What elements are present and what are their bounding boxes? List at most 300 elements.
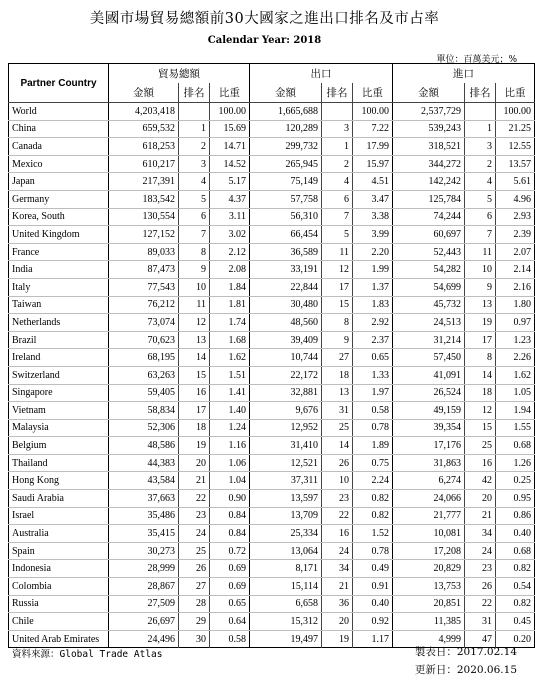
country-cell: Taiwan — [9, 296, 109, 314]
total-share-cell: 15.69 — [210, 120, 250, 138]
export-amount-cell: 30,480 — [250, 296, 322, 314]
import-rank-cell: 20 — [465, 490, 496, 508]
import-rank-cell: 18 — [465, 384, 496, 402]
header-total-amount: 金額 — [109, 83, 179, 103]
import-rank-cell: 23 — [465, 560, 496, 578]
total-rank-cell: 11 — [179, 296, 210, 314]
export-amount-cell: 32,881 — [250, 384, 322, 402]
table-row — [9, 595, 535, 613]
export-share-cell: 2.92 — [353, 314, 393, 332]
export-amount-cell: 37,311 — [250, 472, 322, 490]
total-amount-cell: 127,152 — [109, 226, 179, 244]
export-rank-cell: 9 — [322, 331, 353, 349]
header-export-share: 比重 — [353, 83, 393, 103]
import-amount-cell: 39,354 — [393, 419, 465, 437]
import-rank-cell: 2 — [465, 155, 496, 173]
total-amount-cell: 618,253 — [109, 138, 179, 156]
export-rank-cell: 7 — [322, 208, 353, 226]
country-cell: Saudi Arabia — [9, 490, 109, 508]
export-rank-cell: 21 — [322, 578, 353, 596]
export-rank-cell: 25 — [322, 419, 353, 437]
export-share-cell: 1.99 — [353, 261, 393, 279]
import-amount-cell: 20,829 — [393, 560, 465, 578]
export-amount-cell: 13,064 — [250, 542, 322, 560]
import-share-cell: 0.45 — [496, 613, 535, 631]
import-amount-cell: 11,385 — [393, 613, 465, 631]
total-amount-cell: 68,195 — [109, 349, 179, 367]
date-notes — [415, 643, 517, 679]
total-amount-cell: 59,405 — [109, 384, 179, 402]
export-rank-cell: 17 — [322, 278, 353, 296]
unit-note: 單位：百萬美元；% — [436, 55, 517, 65]
export-rank-cell: 31 — [322, 402, 353, 420]
import-rank-cell: 25 — [465, 437, 496, 455]
export-share-cell: 0.65 — [353, 349, 393, 367]
total-amount-cell: 37,663 — [109, 490, 179, 508]
total-rank-cell: 17 — [179, 402, 210, 420]
table-row — [9, 261, 535, 279]
import-rank-cell: 1 — [465, 120, 496, 138]
table-row — [9, 349, 535, 367]
subtitle: Calendar Year: 2018 — [207, 35, 322, 46]
total-share-cell: 1.06 — [210, 454, 250, 472]
table-row — [9, 120, 535, 138]
header-import: 進口 — [393, 64, 535, 84]
total-share-cell: 3.02 — [210, 226, 250, 244]
export-share-cell: 0.75 — [353, 454, 393, 472]
export-rank-cell: 11 — [322, 243, 353, 261]
country-cell: Australia — [9, 525, 109, 543]
table-row — [9, 613, 535, 631]
export-amount-cell: 299,732 — [250, 138, 322, 156]
export-share-cell: 3.38 — [353, 208, 393, 226]
export-rank-cell: 2 — [322, 155, 353, 173]
table-row — [9, 208, 535, 226]
total-share-cell: 1.68 — [210, 331, 250, 349]
table-row — [9, 419, 535, 437]
total-rank-cell: 20 — [179, 454, 210, 472]
published-date: 製表日：2017.02.14 — [414, 646, 517, 658]
import-share-cell: 0.20 — [496, 630, 535, 648]
total-rank-cell: 18 — [179, 419, 210, 437]
table-row — [9, 138, 535, 156]
total-share-cell: 14.71 — [210, 138, 250, 156]
import-amount-cell: 20,851 — [393, 595, 465, 613]
import-share-cell: 0.68 — [496, 437, 535, 455]
export-rank-cell: 4 — [322, 173, 353, 191]
header-export: 出口 — [250, 64, 393, 84]
total-rank-cell: 3 — [179, 155, 210, 173]
import-amount-cell: 49,159 — [393, 402, 465, 420]
total-rank-cell: 6 — [179, 208, 210, 226]
export-share-cell: 0.49 — [353, 560, 393, 578]
export-rank-cell: 14 — [322, 437, 353, 455]
export-rank-cell: 1 — [322, 138, 353, 156]
country-cell: Vietnam — [9, 402, 109, 420]
total-rank-cell: 5 — [179, 190, 210, 208]
total-amount-cell: 35,415 — [109, 525, 179, 543]
export-rank-cell: 3 — [322, 120, 353, 138]
export-amount-cell: 75,149 — [250, 173, 322, 191]
export-rank-cell: 23 — [322, 490, 353, 508]
export-amount-cell: 57,758 — [250, 190, 322, 208]
total-rank-cell — [179, 103, 210, 121]
export-amount-cell: 33,191 — [250, 261, 322, 279]
total-share-cell: 100.00 — [210, 103, 250, 121]
export-rank-cell: 19 — [322, 630, 353, 648]
total-rank-cell: 30 — [179, 630, 210, 648]
export-rank-cell: 22 — [322, 507, 353, 525]
import-share-cell: 2.39 — [496, 226, 535, 244]
table-row — [9, 331, 535, 349]
export-share-cell: 0.82 — [353, 490, 393, 508]
export-amount-cell: 56,310 — [250, 208, 322, 226]
total-share-cell: 0.64 — [210, 613, 250, 631]
import-share-cell: 1.05 — [496, 384, 535, 402]
table-row — [9, 243, 535, 261]
table-row — [9, 103, 535, 121]
export-amount-cell: 31,410 — [250, 437, 322, 455]
total-rank-cell: 19 — [179, 437, 210, 455]
header-export-amount: 金額 — [250, 83, 322, 103]
total-rank-cell: 9 — [179, 261, 210, 279]
export-amount-cell: 13,597 — [250, 490, 322, 508]
country-cell: Belgium — [9, 437, 109, 455]
total-share-cell: 14.52 — [210, 155, 250, 173]
import-share-cell: 1.62 — [496, 366, 535, 384]
import-share-cell: 1.26 — [496, 454, 535, 472]
import-share-cell: 0.95 — [496, 490, 535, 508]
import-amount-cell: 6,274 — [393, 472, 465, 490]
import-rank-cell: 13 — [465, 296, 496, 314]
total-rank-cell: 15 — [179, 366, 210, 384]
export-share-cell: 1.97 — [353, 384, 393, 402]
table-row — [9, 226, 535, 244]
export-amount-cell: 6,658 — [250, 595, 322, 613]
import-share-cell: 2.93 — [496, 208, 535, 226]
table-row — [9, 366, 535, 384]
trade-table — [8, 63, 535, 648]
country-cell: Ireland — [9, 349, 109, 367]
total-rank-cell: 28 — [179, 595, 210, 613]
import-amount-cell: 57,450 — [393, 349, 465, 367]
total-amount-cell: 26,697 — [109, 613, 179, 631]
export-share-cell: 2.24 — [353, 472, 393, 490]
import-share-cell: 2.26 — [496, 349, 535, 367]
country-cell: Japan — [9, 173, 109, 191]
table-row — [9, 507, 535, 525]
total-share-cell: 1.81 — [210, 296, 250, 314]
import-share-cell: 1.80 — [496, 296, 535, 314]
export-rank-cell: 6 — [322, 190, 353, 208]
total-rank-cell: 8 — [179, 243, 210, 261]
total-amount-cell: 44,383 — [109, 454, 179, 472]
export-rank-cell: 16 — [322, 525, 353, 543]
export-amount-cell: 39,409 — [250, 331, 322, 349]
export-amount-cell: 12,521 — [250, 454, 322, 472]
import-rank-cell: 34 — [465, 525, 496, 543]
import-rank-cell: 15 — [465, 419, 496, 437]
import-share-cell: 1.94 — [496, 402, 535, 420]
country-cell: Netherlands — [9, 314, 109, 332]
total-rank-cell: 2 — [179, 138, 210, 156]
import-amount-cell: 539,243 — [393, 120, 465, 138]
total-amount-cell: 130,554 — [109, 208, 179, 226]
import-rank-cell: 16 — [465, 454, 496, 472]
header-total-share: 比重 — [210, 83, 250, 103]
export-rank-cell: 34 — [322, 560, 353, 578]
header-import-share: 比重 — [496, 83, 535, 103]
total-amount-cell: 77,543 — [109, 278, 179, 296]
total-rank-cell: 12 — [179, 314, 210, 332]
import-amount-cell: 318,521 — [393, 138, 465, 156]
table-row — [9, 454, 535, 472]
import-amount-cell: 31,863 — [393, 454, 465, 472]
country-cell: Korea, South — [9, 208, 109, 226]
total-share-cell: 1.62 — [210, 349, 250, 367]
total-rank-cell: 4 — [179, 173, 210, 191]
total-amount-cell: 27,509 — [109, 595, 179, 613]
import-amount-cell: 45,732 — [393, 296, 465, 314]
total-amount-cell: 43,584 — [109, 472, 179, 490]
export-rank-cell — [322, 103, 353, 121]
table-row — [9, 472, 535, 490]
total-share-cell: 0.84 — [210, 507, 250, 525]
total-rank-cell: 1 — [179, 120, 210, 138]
table-row — [9, 560, 535, 578]
import-amount-cell: 41,091 — [393, 366, 465, 384]
total-amount-cell: 35,486 — [109, 507, 179, 525]
country-cell: India — [9, 261, 109, 279]
total-amount-cell: 4,203,418 — [109, 103, 179, 121]
table-row — [9, 578, 535, 596]
export-share-cell: 0.91 — [353, 578, 393, 596]
export-rank-cell: 10 — [322, 472, 353, 490]
export-share-cell: 0.78 — [353, 542, 393, 560]
export-rank-cell: 20 — [322, 613, 353, 631]
total-rank-cell: 10 — [179, 278, 210, 296]
total-share-cell: 1.41 — [210, 384, 250, 402]
export-amount-cell: 25,334 — [250, 525, 322, 543]
import-share-cell: 100.00 — [496, 103, 535, 121]
import-share-cell: 1.55 — [496, 419, 535, 437]
total-share-cell: 0.69 — [210, 578, 250, 596]
total-rank-cell: 16 — [179, 384, 210, 402]
country-cell: Singapore — [9, 384, 109, 402]
table-row — [9, 278, 535, 296]
import-rank-cell: 47 — [465, 630, 496, 648]
page-title: 美國市場貿易總額前30大國家之進出口排名及市占率 — [89, 11, 440, 27]
import-rank-cell: 21 — [465, 507, 496, 525]
total-amount-cell: 52,306 — [109, 419, 179, 437]
import-share-cell: 5.61 — [496, 173, 535, 191]
import-amount-cell: 125,784 — [393, 190, 465, 208]
export-share-cell: 1.89 — [353, 437, 393, 455]
import-amount-cell: 60,697 — [393, 226, 465, 244]
country-cell: United Kingdom — [9, 226, 109, 244]
country-cell: Russia — [9, 595, 109, 613]
export-amount-cell: 66,454 — [250, 226, 322, 244]
country-cell: Canada — [9, 138, 109, 156]
export-amount-cell: 8,171 — [250, 560, 322, 578]
export-amount-cell: 36,589 — [250, 243, 322, 261]
export-amount-cell: 22,172 — [250, 366, 322, 384]
updated-date: 更新日：2020.06.15 — [414, 664, 517, 676]
import-rank-cell: 8 — [465, 349, 496, 367]
import-amount-cell: 142,242 — [393, 173, 465, 191]
import-amount-cell: 24,066 — [393, 490, 465, 508]
import-amount-cell: 17,176 — [393, 437, 465, 455]
import-share-cell: 0.54 — [496, 578, 535, 596]
total-amount-cell: 28,999 — [109, 560, 179, 578]
total-share-cell: 2.08 — [210, 261, 250, 279]
table-row — [9, 402, 535, 420]
total-share-cell: 1.51 — [210, 366, 250, 384]
total-amount-cell: 73,074 — [109, 314, 179, 332]
total-rank-cell: 26 — [179, 560, 210, 578]
country-cell: Thailand — [9, 454, 109, 472]
total-rank-cell: 22 — [179, 490, 210, 508]
header-total-rank: 排名 — [179, 83, 210, 103]
total-amount-cell: 30,273 — [109, 542, 179, 560]
country-cell: Malaysia — [9, 419, 109, 437]
import-rank-cell: 22 — [465, 595, 496, 613]
export-rank-cell: 12 — [322, 261, 353, 279]
import-share-cell: 0.82 — [496, 560, 535, 578]
table-row — [9, 155, 535, 173]
import-share-cell: 0.97 — [496, 314, 535, 332]
import-rank-cell: 11 — [465, 243, 496, 261]
import-share-cell: 4.96 — [496, 190, 535, 208]
country-cell: Hong Kong — [9, 472, 109, 490]
total-share-cell: 0.84 — [210, 525, 250, 543]
country-cell: Brazil — [9, 331, 109, 349]
import-rank-cell: 24 — [465, 542, 496, 560]
total-amount-cell: 610,217 — [109, 155, 179, 173]
total-rank-cell: 27 — [179, 578, 210, 596]
export-amount-cell: 9,676 — [250, 402, 322, 420]
export-amount-cell: 19,497 — [250, 630, 322, 648]
import-share-cell: 0.86 — [496, 507, 535, 525]
country-cell: Colombia — [9, 578, 109, 596]
export-share-cell: 1.52 — [353, 525, 393, 543]
total-amount-cell: 89,033 — [109, 243, 179, 261]
table-body — [9, 103, 535, 648]
import-amount-cell: 10,081 — [393, 525, 465, 543]
export-rank-cell: 13 — [322, 384, 353, 402]
import-amount-cell: 54,699 — [393, 278, 465, 296]
header-import-amount: 金額 — [393, 83, 465, 103]
import-rank-cell: 19 — [465, 314, 496, 332]
table-row — [9, 190, 535, 208]
table-row — [9, 314, 535, 332]
import-rank-cell: 9 — [465, 278, 496, 296]
table-row — [9, 173, 535, 191]
import-rank-cell: 7 — [465, 226, 496, 244]
import-rank-cell: 10 — [465, 261, 496, 279]
export-rank-cell: 26 — [322, 454, 353, 472]
table-row — [9, 525, 535, 543]
total-share-cell: 3.11 — [210, 208, 250, 226]
import-rank-cell: 5 — [465, 190, 496, 208]
total-amount-cell: 217,391 — [109, 173, 179, 191]
total-amount-cell: 659,532 — [109, 120, 179, 138]
country-cell: Chile — [9, 613, 109, 631]
total-rank-cell: 14 — [179, 349, 210, 367]
import-share-cell: 12.55 — [496, 138, 535, 156]
country-cell: World — [9, 103, 109, 121]
import-amount-cell: 13,753 — [393, 578, 465, 596]
total-share-cell: 2.12 — [210, 243, 250, 261]
export-share-cell: 15.97 — [353, 155, 393, 173]
country-cell: Spain — [9, 542, 109, 560]
country-cell: Italy — [9, 278, 109, 296]
export-share-cell: 0.58 — [353, 402, 393, 420]
total-amount-cell: 70,623 — [109, 331, 179, 349]
import-rank-cell: 31 — [465, 613, 496, 631]
header-partner-country: Partner Country — [9, 64, 109, 103]
total-share-cell: 0.65 — [210, 595, 250, 613]
total-share-cell: 1.74 — [210, 314, 250, 332]
total-amount-cell: 63,263 — [109, 366, 179, 384]
header-import-rank: 排名 — [465, 83, 496, 103]
total-share-cell: 1.24 — [210, 419, 250, 437]
country-cell: China — [9, 120, 109, 138]
table-row — [9, 384, 535, 402]
export-share-cell: 1.83 — [353, 296, 393, 314]
export-amount-cell: 1,665,688 — [250, 103, 322, 121]
export-rank-cell: 15 — [322, 296, 353, 314]
export-amount-cell: 15,114 — [250, 578, 322, 596]
export-rank-cell: 5 — [322, 226, 353, 244]
import-rank-cell: 4 — [465, 173, 496, 191]
total-rank-cell: 24 — [179, 525, 210, 543]
export-share-cell: 2.37 — [353, 331, 393, 349]
export-share-cell: 7.22 — [353, 120, 393, 138]
export-share-cell: 1.33 — [353, 366, 393, 384]
import-amount-cell: 17,208 — [393, 542, 465, 560]
export-rank-cell: 27 — [322, 349, 353, 367]
total-rank-cell: 7 — [179, 226, 210, 244]
export-share-cell: 2.20 — [353, 243, 393, 261]
export-amount-cell: 12,952 — [250, 419, 322, 437]
import-rank-cell: 17 — [465, 331, 496, 349]
export-share-cell: 0.82 — [353, 507, 393, 525]
import-share-cell: 13.57 — [496, 155, 535, 173]
total-amount-cell: 58,834 — [109, 402, 179, 420]
table-row — [9, 490, 535, 508]
total-amount-cell: 183,542 — [109, 190, 179, 208]
country-cell: Israel — [9, 507, 109, 525]
import-share-cell: 0.25 — [496, 472, 535, 490]
export-amount-cell: 22,844 — [250, 278, 322, 296]
country-cell: United Arab Emirates — [12, 633, 100, 645]
table-row — [9, 542, 535, 560]
import-share-cell: 1.23 — [496, 331, 535, 349]
total-rank-cell: 13 — [179, 331, 210, 349]
total-amount-cell: 87,473 — [109, 261, 179, 279]
total-share-cell: 5.17 — [210, 173, 250, 191]
import-share-cell: 0.68 — [496, 542, 535, 560]
header-export-rank: 排名 — [322, 83, 353, 103]
country-cell: Mexico — [9, 155, 109, 173]
export-amount-cell: 10,744 — [250, 349, 322, 367]
total-rank-cell: 21 — [179, 472, 210, 490]
header-total-trade: 貿易總額 — [109, 64, 250, 84]
import-amount-cell: 21,777 — [393, 507, 465, 525]
import-amount-cell: 24,513 — [393, 314, 465, 332]
export-share-cell: 0.40 — [353, 595, 393, 613]
